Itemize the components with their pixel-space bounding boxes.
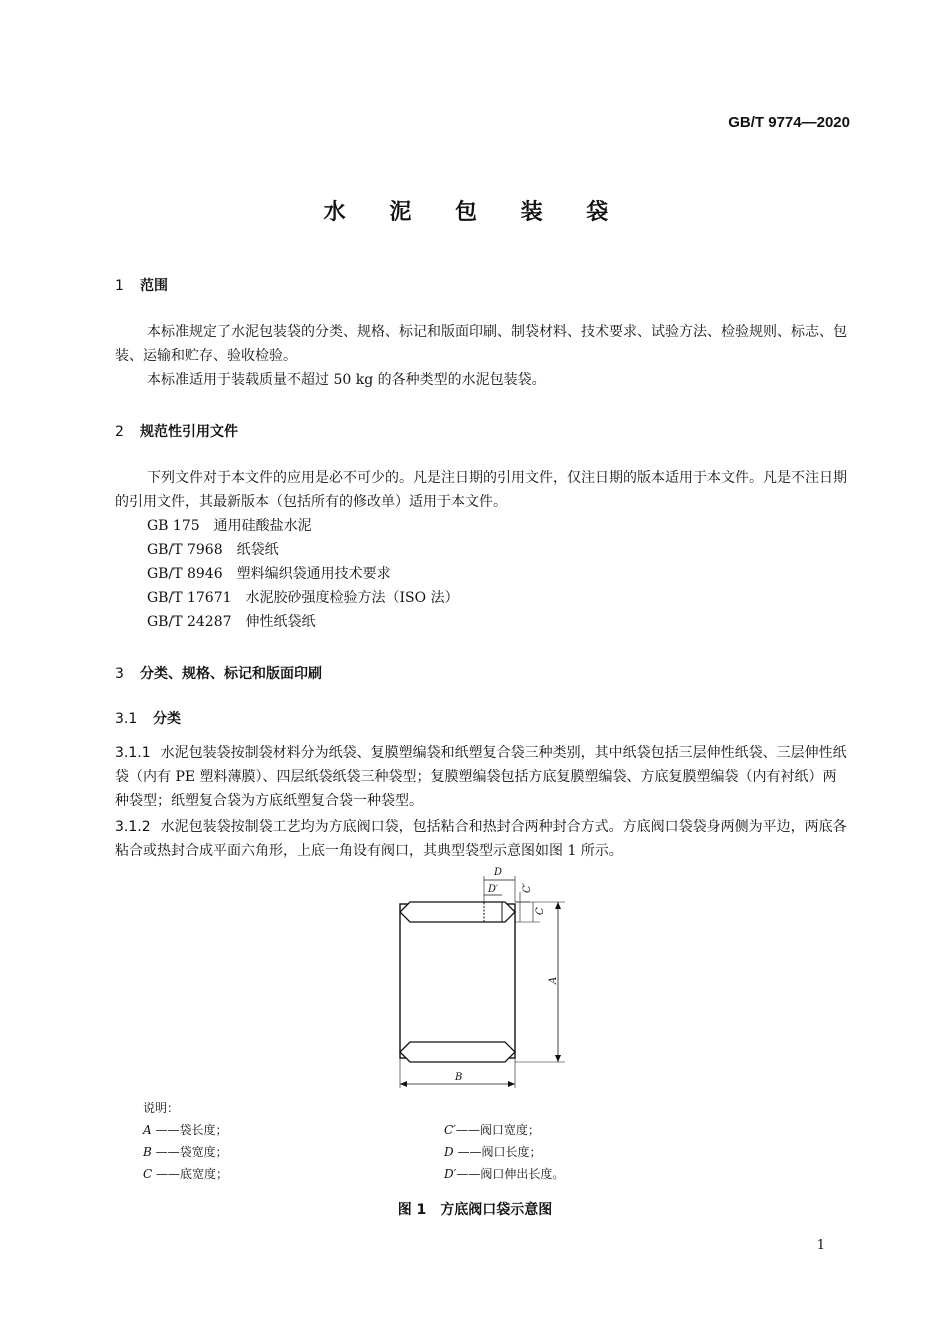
reference-item: [147, 562, 391, 586]
section-2-heading: [115, 421, 238, 441]
reference-code: GB 175: [147, 518, 200, 534]
section-2-number: 2: [115, 424, 124, 440]
legend-title: 说明：: [143, 1101, 180, 1115]
section-3-heading: [115, 663, 322, 683]
clause-3-1-2: [115, 815, 850, 863]
dim-a-arrow-top: [555, 902, 561, 909]
reference-title: 通用硅酸盐水泥: [213, 518, 312, 534]
dim-label-a: A: [548, 976, 559, 984]
clause-3-1-1: [115, 741, 850, 813]
legend-symbol: C′: [444, 1123, 456, 1137]
legend-item: [143, 1119, 228, 1141]
legend-symbol: D′: [444, 1167, 457, 1181]
legend-description: ——阀口长度；: [457, 1145, 542, 1159]
section-1-paragraph-2: 本标准适用于装载质量不超过 50 kg 的各种类型的水泥包装袋。: [147, 372, 546, 388]
section-3-title: 分类、规格、标记和版面印刷: [140, 666, 322, 682]
legend-symbol: C: [143, 1167, 153, 1181]
figure-number: 图 1: [397, 1202, 427, 1218]
legend-item: [444, 1163, 564, 1185]
section-1-number: 1: [115, 278, 124, 294]
clause-3-1-1-number: 3.1.1: [115, 745, 151, 761]
reference-item: [147, 538, 279, 562]
dim-a-arrow-bottom: [555, 1055, 561, 1062]
section-3-1-heading: [115, 708, 181, 728]
section-1-title: 范围: [140, 278, 168, 294]
clause-3-1-1-text: 水泥包装袋按制袋材料分为纸袋、复膜塑编袋和纸塑复合袋三种类别，其中纸袋包括三层伸性纸袋、三层伸性纸袋（内有 PE 塑料薄膜）、四层纸袋纸袋三种袋型；复膜塑编袋包括方底复膜塑编袋、方底复膜塑编袋（内有衬纸）两种袋型；纸塑复合袋为方底纸塑复合袋一种袋型。: [115, 745, 847, 809]
legend-item: [444, 1119, 540, 1141]
legend-symbol: A: [143, 1123, 152, 1137]
legend-description: ——阀口伸出长度。: [456, 1167, 565, 1181]
document-title: 水 泥 包 装 袋: [323, 200, 627, 225]
legend-description: ——阀口宽度；: [455, 1123, 540, 1137]
top-bottom-hexagon: [400, 902, 515, 922]
legend-symbol: B: [143, 1145, 152, 1159]
section-2-intro: 下列文件对于本文件的应用是必不可少的。凡是注日期的引用文件，仅注日期的版本适用于本文件。凡是不注日期的引用文件，其最新版本（包括所有的修改单）适用于本文件。: [115, 470, 847, 510]
page-number: 1: [816, 1238, 825, 1253]
dim-b-arrow-left: [400, 1081, 407, 1087]
reference-code: GB/T 8946: [147, 566, 223, 582]
section-2-title: 规范性引用文件: [140, 424, 238, 440]
reference-title: 水泥胶砂强度检验方法（ISO 法）: [245, 590, 459, 606]
dim-b-arrow-right: [508, 1081, 515, 1087]
clause-3-1-2-text: 水泥包装袋按制袋工艺均为方底阀口袋，包括粘合和热封合两种封合方式。方底阀口袋袋身两侧为平边，两底各粘合或热封合成平面六角形，上底一角设有阀口，其典型袋型示意图如图 1 所示。: [115, 819, 847, 859]
section-1-paragraph-1: 本标准规定了水泥包装袋的分类、规格、标记和版面印刷、制袋材料、技术要求、试验方法、检验规则、标志、包装、运输和贮存、验收检验。: [115, 324, 847, 364]
dim-label-b: B: [455, 1072, 463, 1083]
reference-code: GB/T 7968: [147, 542, 223, 558]
reference-item: [147, 514, 312, 538]
legend-item: [143, 1141, 228, 1163]
reference-title: 伸性纸袋纸: [245, 614, 316, 630]
figure-caption: [0, 1199, 950, 1219]
reference-code: GB/T 24287: [147, 614, 232, 630]
clause-3-1-2-number: 3.1.2: [115, 819, 151, 835]
reference-item: [147, 610, 316, 634]
section-1-heading: [115, 275, 168, 295]
section-3-number: 3: [115, 666, 124, 682]
reference-code: GB/T 17671: [147, 590, 232, 606]
legend-description: ——袋宽度；: [155, 1145, 228, 1159]
dim-label-c: C: [535, 907, 546, 915]
legend-description: ——袋长度；: [155, 1123, 228, 1137]
reference-title: 纸袋纸: [236, 542, 279, 558]
section-3-1-title: 分类: [153, 711, 181, 727]
dim-label-cprime: C′: [522, 883, 533, 893]
dim-label-dprime: D′: [488, 884, 499, 895]
legend-item: [143, 1163, 228, 1185]
bag-diagram: [380, 862, 600, 1094]
section-3-1-number: 3.1: [115, 711, 138, 727]
legend-item: [444, 1141, 541, 1163]
reference-title: 塑料编织袋通用技术要求: [236, 566, 391, 582]
bottom-hexagon: [400, 1042, 515, 1062]
dim-label-d: D: [494, 867, 503, 878]
reference-item: [147, 586, 459, 610]
legend-symbol: D: [444, 1145, 454, 1159]
standard-number: GB/T 9774—2020: [728, 114, 850, 131]
figure-title: 方底阀口袋示意图: [440, 1202, 553, 1218]
bag-body-outline: [400, 904, 515, 1058]
legend-description: ——底宽度；: [156, 1167, 229, 1181]
